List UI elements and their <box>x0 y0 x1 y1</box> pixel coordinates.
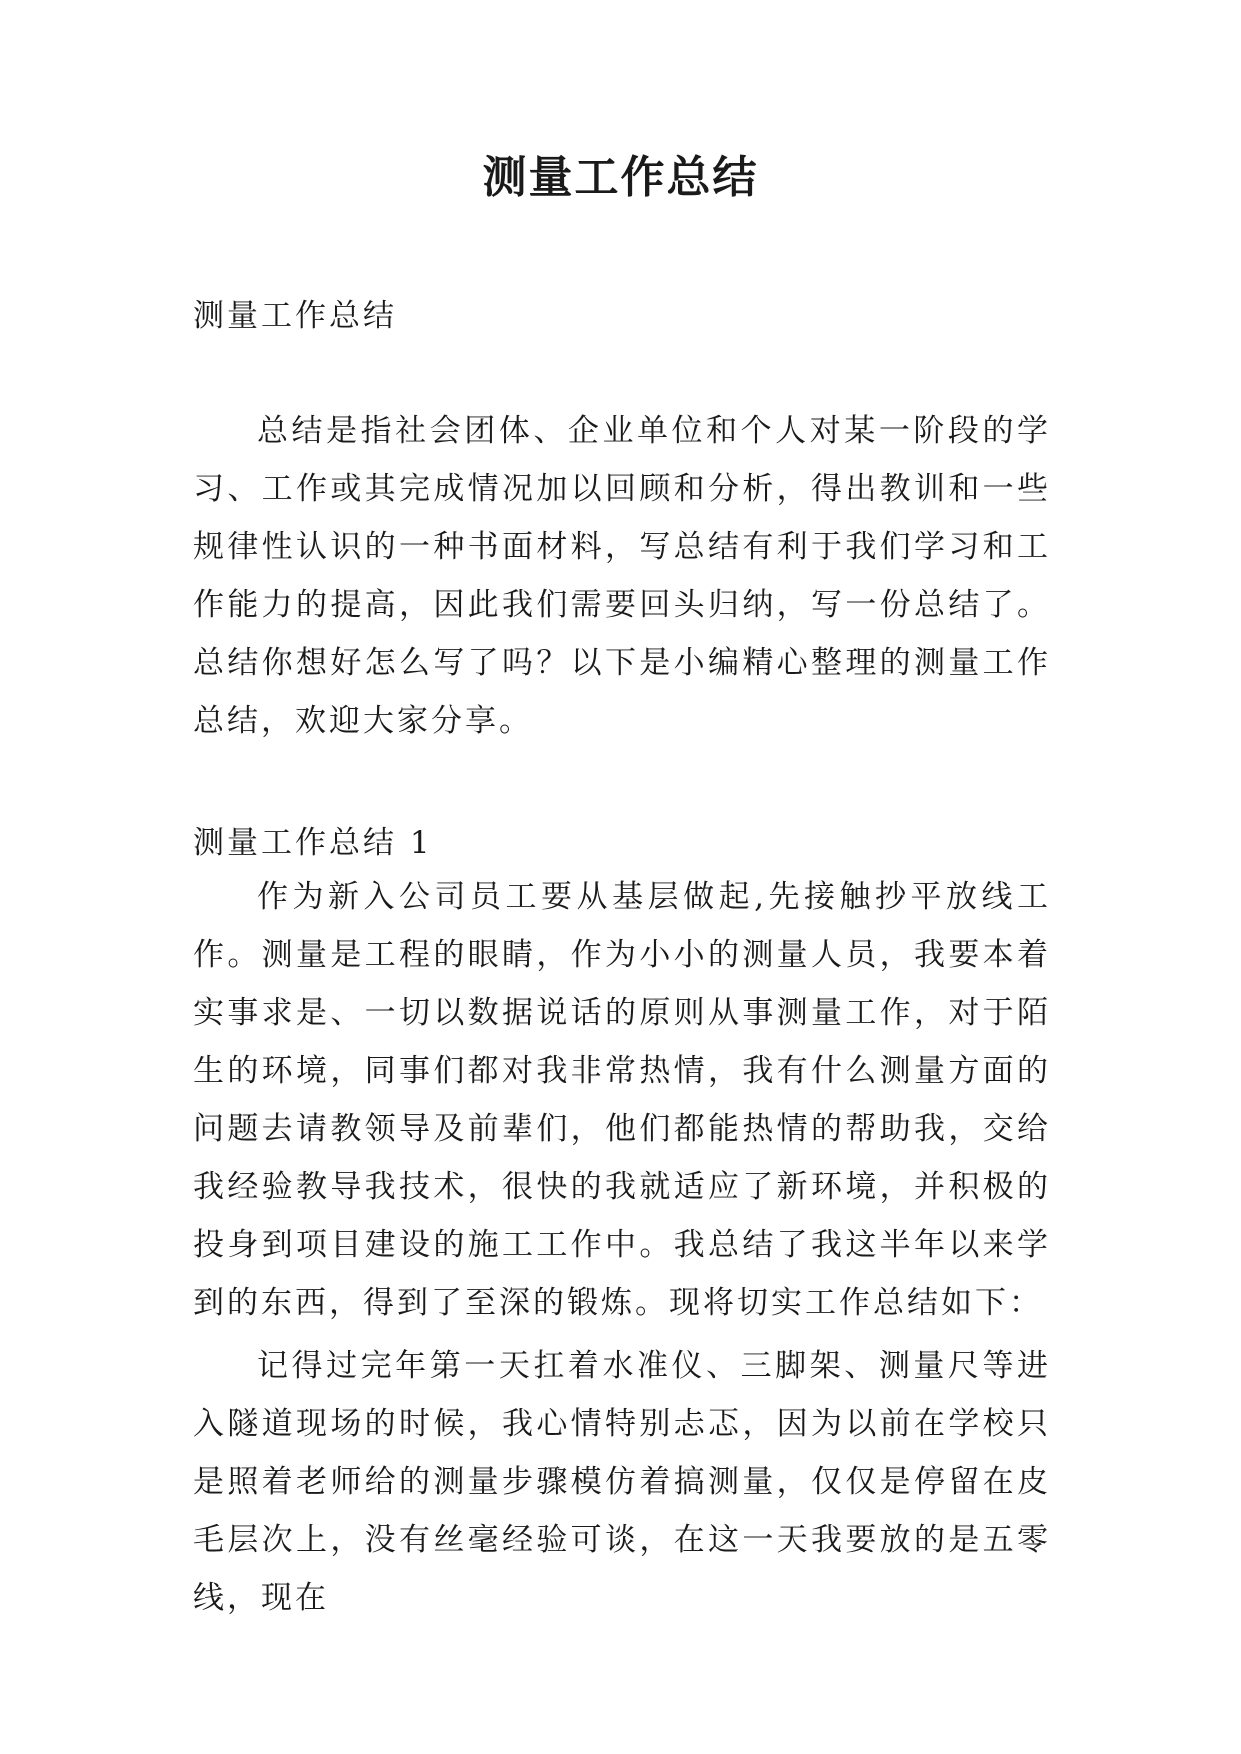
body-paragraph-2: 记得过完年第一天扛着水准仪、三脚架、测量尺等进入隧道现场的时候，我心情特别忐忑，因为以前在学校只是照着老师给的测量步骤模仿着搞测量，仅仅是停留在皮毛层次上，没有丝毫经验可谈，在这一天我要放的是五零线，现在 <box>193 1348 1051 1616</box>
body-paragraph-1: 作为新入公司员工要从基层做起,先接触抄平放线工作。测量是工程的眼睛，作为小小的测量人员，我要本着实事求是、一切以数据说话的原则从事测量工作，对于陌生的环境，同事们都对我非常热情，我有什么测量方面的问题去请教领导及前辈们，他们都能热情的帮助我，交给我经验教导我技术，很快的我就适应了新环境，并积极的投身到项目建设的施工工作中。我总结了我这半年以来学到的东西，得到了至深的锻炼。现将切实工作总结如下： <box>193 879 1051 1321</box>
document-title: 测量工作总结 <box>482 152 759 203</box>
section-heading: 测量工作总结 1 <box>193 825 433 861</box>
document-subtitle: 测量工作总结 <box>193 298 397 334</box>
intro-paragraph: 总结是指社会团体、企业单位和个人对某一阶段的学习、工作或其完成情况加以回顾和分析，得出教训和一些规律性认识的一种书面材料，写总结有利于我们学习和工作能力的提高，因此我们需要回头归纳，写一份总结了。总结你想好怎么写了吗？以下是小编精心整理的测量工作总结，欢迎大家分享。 <box>193 413 1051 739</box>
